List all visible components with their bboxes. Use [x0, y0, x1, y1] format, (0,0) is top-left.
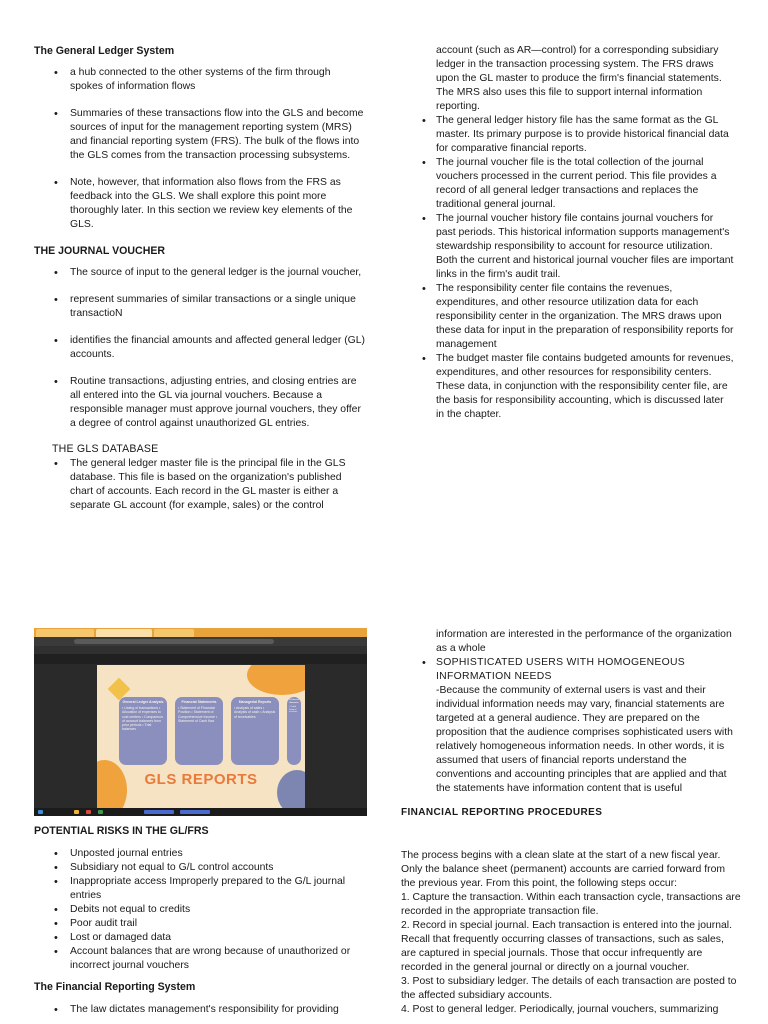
- heading-general-ledger-system: The General Ledger System: [34, 45, 175, 57]
- risks-list: [34, 847, 366, 973]
- left-top-section: [34, 44, 366, 513]
- users-list: [418, 656, 734, 684]
- heading-gls-database: THE GLS DATABASE: [52, 443, 159, 455]
- paragraph: -Because the community of external users is vast and their individual information needs may vary, financial statements are targeted at a general audience. They are prepared on the proposition that the audience comprises sophisticated users with relatively homogeneous information needs. In other words, it is assumed that users of financial reports understand the conventions and accounting principles that are applied and that the statements have information content that is useful: [436, 685, 733, 794]
- jv-list: [34, 266, 366, 431]
- browser-tab-strip: [34, 628, 367, 637]
- list-item: • The journal voucher history file contains journal vouchers for past periods. This historical information supports management's stewardship responsibility to account for resource utilization. Both the current and historical journal voucher files are important links in the firm's audit trail.: [418, 212, 734, 282]
- slide-card: [287, 697, 301, 765]
- continued-paragraph: account (such as AR—control) for a corresponding subsidiary ledger in the transaction processing system. The FRS draws upon the GL master to produce the firm's financial statements. The MRS also uses this file to support internal information reporting.: [436, 45, 722, 112]
- list-item: • Poor audit trail: [34, 917, 366, 931]
- procedures-section: [401, 806, 741, 1017]
- list-item: • Lost or damaged data: [34, 931, 366, 945]
- heading-financial-reporting-procedures: FINANCIAL REPORTING PROCEDURES: [401, 807, 603, 818]
- browser-url-field: [74, 639, 274, 644]
- slide-title: GLS REPORTS: [144, 771, 258, 788]
- list-item: • a hub connected to the other systems of the firm through spokes of information flows: [34, 66, 366, 94]
- card-body: • Coded listing of accounts: [289, 706, 298, 714]
- list-item: • Routine transactions, adjusting entries, and closing entries are all entered into the GL via journal vouchers. Because a responsible manager must approve journal vouchers, they offer a degree of control against unauthorized GL entries.: [34, 375, 366, 431]
- app-icon: [98, 810, 103, 814]
- card-title: Managerial Reports: [238, 700, 272, 704]
- left-bottom-section: [34, 824, 366, 1017]
- browser-tab: [96, 629, 152, 637]
- slide-card: [175, 697, 223, 765]
- slide-card: [231, 697, 279, 765]
- right-bottom-section: [418, 628, 734, 796]
- start-icon: [38, 810, 43, 814]
- list-item: • identifies the financial amounts and affected general ledger (GL) accounts.: [34, 334, 366, 362]
- gls-list: [34, 66, 366, 232]
- decorative-shape: [247, 665, 305, 695]
- gls-files-list: [418, 114, 734, 422]
- heading-financial-reporting-system: The Financial Reporting System: [34, 981, 196, 993]
- list-item: • The budget master file contains budgeted amounts for revenues, expenditures, and other resources for responsibility centers. These data, in conjunction with the responsibility center file, are the basis for responsibility accounting, which is discussed later in the chapter.: [418, 352, 734, 422]
- list-item: • Subsidiary not equal to G/L control accounts: [34, 861, 366, 875]
- list-item: • The general ledger history file has the same format as the GL master. Its primary purpose is to provide historical financial data for comparative financial reports.: [418, 114, 734, 156]
- list-item: • Inappropriate access Improperly prepared to the G/L journal entries: [34, 875, 366, 903]
- taskbar-window-button: [144, 810, 174, 814]
- list-item: • The law dictates management's responsibility for providing: [34, 1003, 366, 1017]
- list-item: • The source of input to the general ledger is the journal voucher,: [34, 266, 366, 280]
- card-title: Financial Statements: [181, 700, 217, 704]
- heading-potential-risks: POTENTIAL RISKS IN THE GL/FRS: [34, 825, 209, 837]
- list-item: • The general ledger master file is the principal file in the GLS database. This file is based on the organization's published chart of accounts. Each record in the GL master is either a separate GL account (for example, sales) or the control: [34, 457, 366, 513]
- list-item: • Summaries of these transactions flow into the GLS and become sources of input for the management reporting system (MRS) and financial reporting system (FRS). The bulk of the flows into the GLS comes from the transaction processing subsystems.: [34, 107, 366, 163]
- list-item: • The responsibility center file contains the revenues, expenditures, and other resource utilization data for each responsibility center in the organization. The MRS draws upon these data for input in the preparation of responsibility reports for management: [418, 282, 734, 352]
- paragraph: The process begins with a clean slate at the start of a new fiscal year. Only the balance sheet (permanent) accounts are carried forward from the previous year. From this point, the following steps occur:: [401, 850, 725, 889]
- right-top-section: [418, 44, 734, 422]
- list-item: • Note, however, that information also flows from the FRS as feedback into the GLS. We shall explore this point more thoroughly later. In this section we review key elements of the GLS.: [34, 176, 366, 232]
- app-icon: [86, 810, 91, 814]
- folder-icon: [74, 810, 79, 814]
- windows-taskbar: [34, 808, 367, 816]
- paragraph: 4. Post to general ledger. Periodically, journal vouchers, summarizing: [401, 1004, 719, 1015]
- browser-bookmarks-bar: [34, 646, 367, 654]
- list-item: • SOPHISTICATED USERS WITH HOMOGENEOUS INFORMATION NEEDS: [418, 656, 734, 684]
- card-body: • Statement of Financial Position • Statement of Comprehensive Income • Statement of Cash flow: [178, 706, 218, 723]
- paragraph: 3. Post to subsidiary ledger. The details of each transaction are posted to the affected subsidiary accounts.: [401, 976, 737, 1001]
- list-item: • Debits not equal to credits: [34, 903, 366, 917]
- continued-paragraph: information are interested in the performance of the organization as a whole: [436, 629, 732, 654]
- list-item: • Unposted journal entries: [34, 847, 366, 861]
- paragraph: 2. Record in special journal. Each transaction is entered into the journal. Recall that frequently occurring classes of transactions, such as sales, are captured in special journals. Those that occur infrequently are recorded in the general journal or directly on a journal voucher.: [401, 920, 732, 973]
- embedded-screenshot-image: [34, 628, 367, 816]
- frs-list: [34, 1003, 366, 1017]
- slide-card: [119, 697, 167, 765]
- list-item: • Account balances that are wrong because of unauthorized or incorrect journal vouchers: [34, 945, 366, 973]
- list-item: • The journal voucher file is the total collection of the journal vouchers processed in the current period. This file provides a record of all general ledger transactions and replaces the traditional general journal.: [418, 156, 734, 212]
- browser-tab: [154, 629, 194, 637]
- card-title: General Ledger Analysis: [122, 700, 164, 704]
- paragraph: 1. Capture the transaction. Within each transaction cycle, transactions are recorded in the appropriate transaction file.: [401, 892, 741, 917]
- heading-journal-voucher: THE JOURNAL VOUCHER: [34, 245, 166, 257]
- db-list: [34, 457, 366, 513]
- gls-reports-slide: [97, 665, 305, 808]
- card-body: • Listing of transactions • Allocation of expenses to cost centers • Comparison of account balances from prior periods • Trial balances: [122, 706, 163, 732]
- pdf-toolbar: [34, 654, 367, 664]
- taskbar-window-button: [180, 810, 210, 814]
- list-item: • represent summaries of similar transactions or a single unique transactioN: [34, 293, 366, 321]
- browser-tab: [36, 629, 94, 637]
- card-body: • Analysis of sales • Analysis of cash • Analysis of receivables: [234, 706, 276, 719]
- card-title: G-Chart of Accounts: [289, 699, 299, 704]
